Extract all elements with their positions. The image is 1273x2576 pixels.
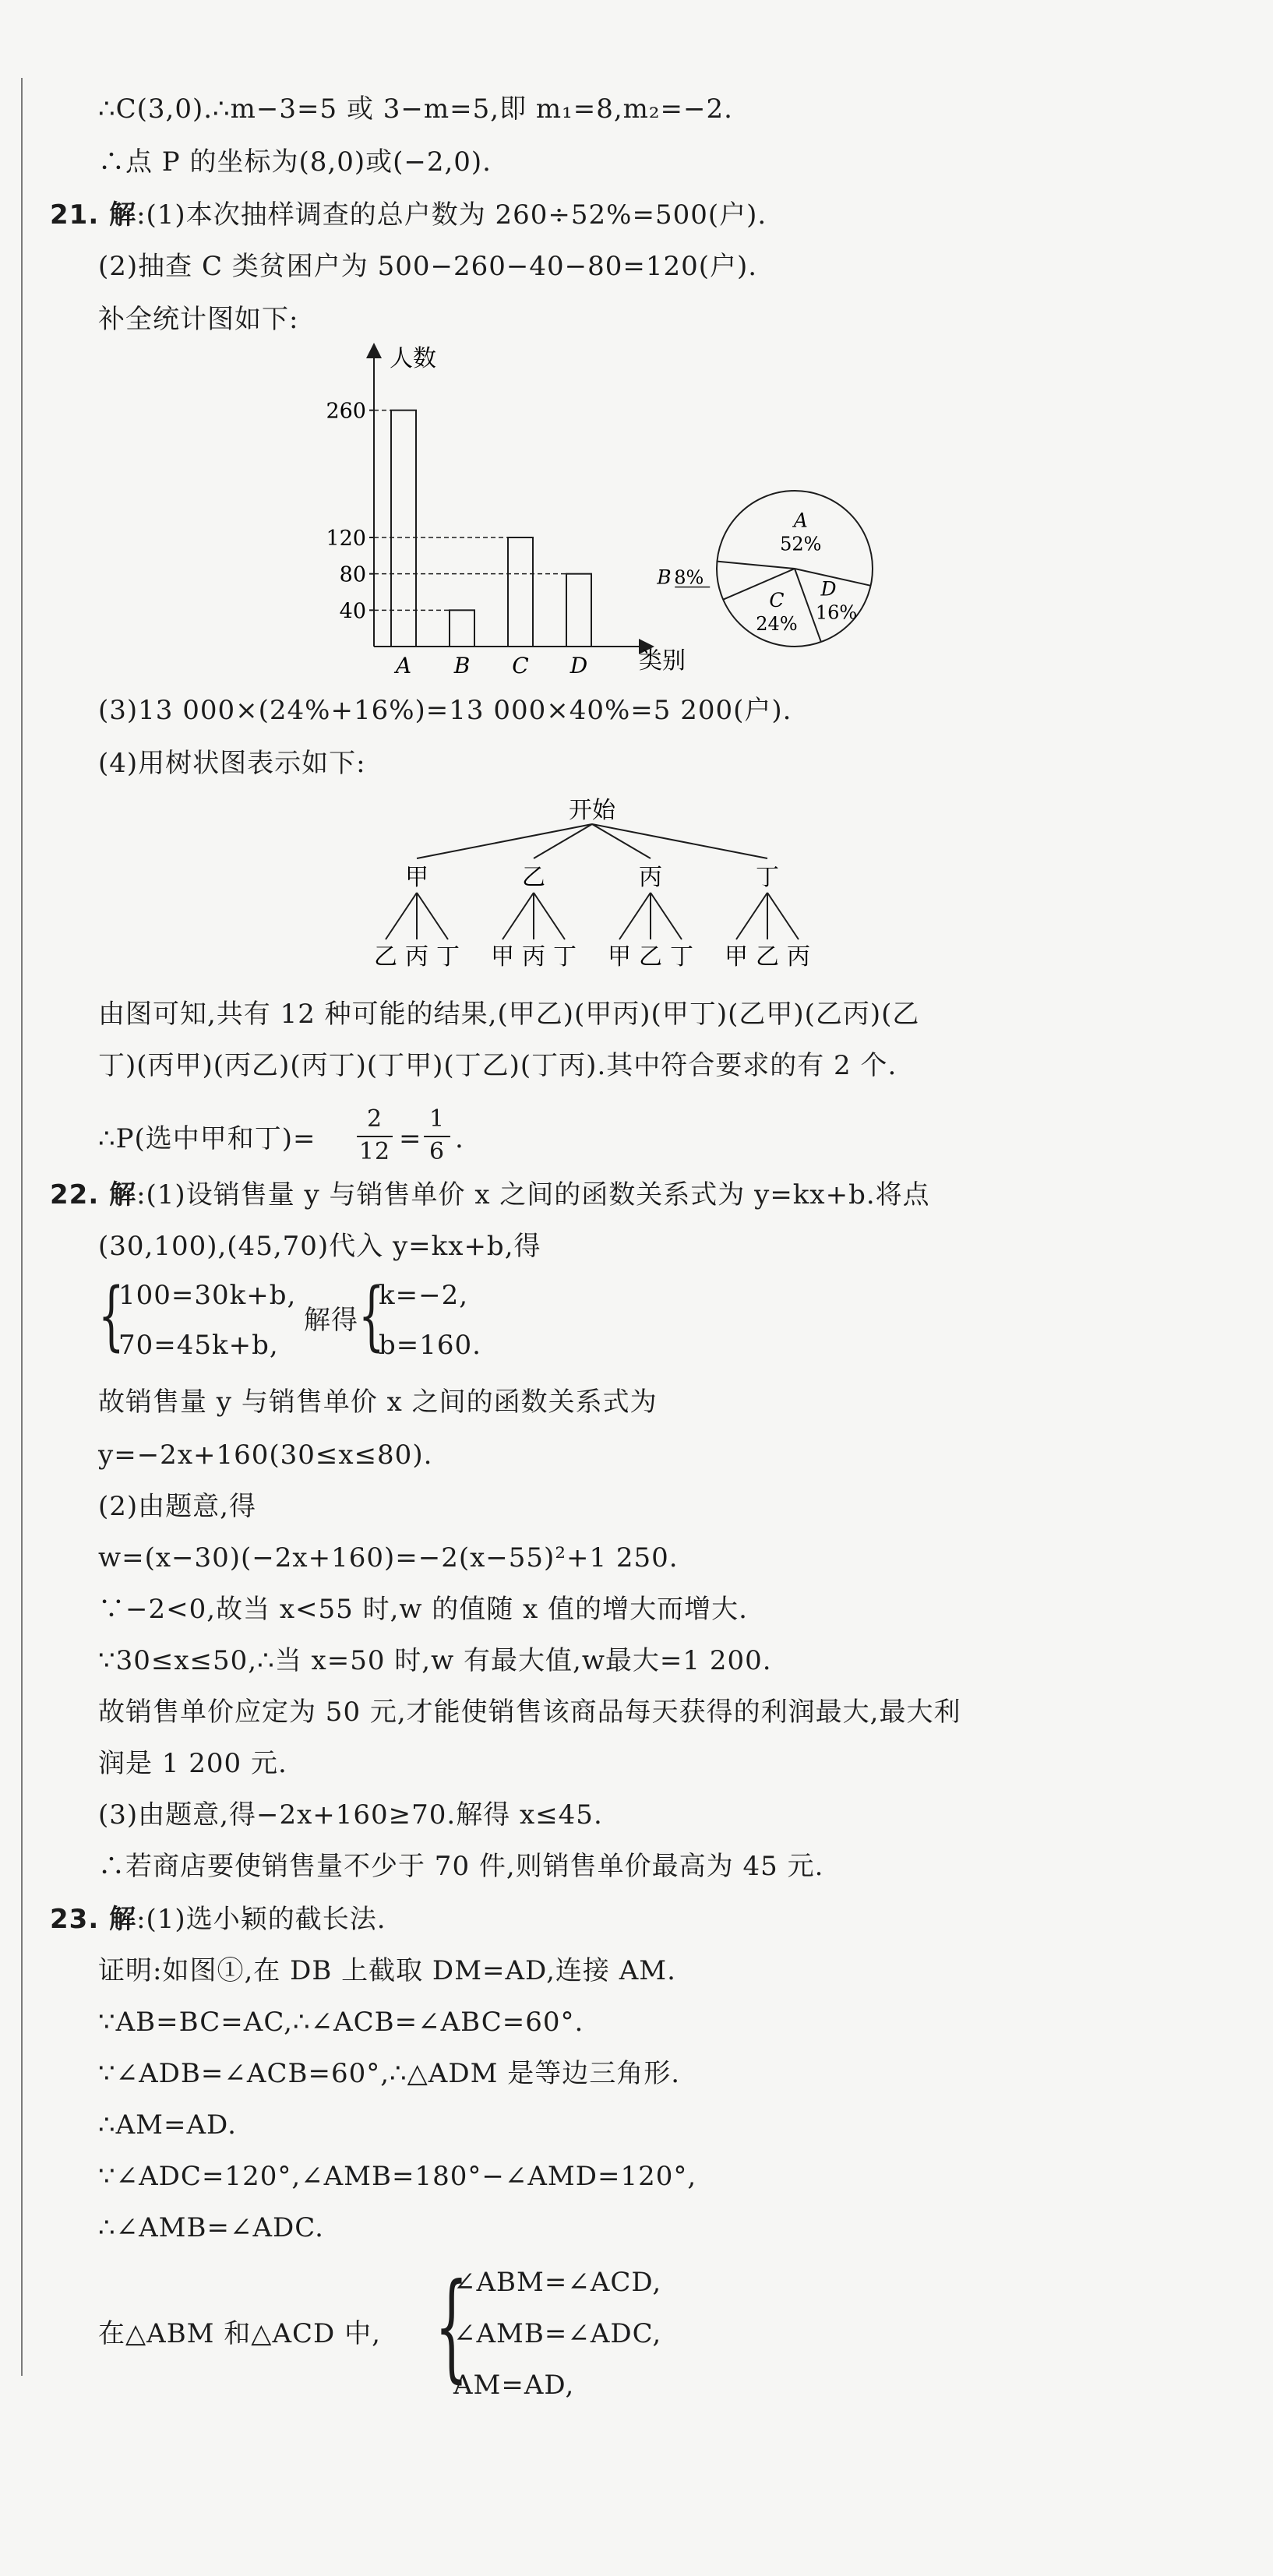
- y-tick-label: 80: [339, 562, 366, 587]
- pie-label-A: A: [793, 509, 808, 532]
- bar-D: [566, 574, 591, 647]
- fraction-denominator: 12: [358, 1138, 391, 1165]
- text-line: ∵AB=BC=AC,∴∠ACB=∠ABC=60°.: [98, 2007, 584, 2038]
- bar-C: [508, 537, 533, 647]
- tree-node-甲: 甲: [405, 864, 428, 891]
- text-line: (4)用树状图表示如下:: [98, 748, 366, 779]
- tree-leaf-乙: 乙: [756, 943, 779, 971]
- text-line: ∴P(选中甲和丁)=: [98, 1123, 316, 1154]
- equals-sign: =: [399, 1123, 422, 1154]
- text-line: 故销售量 y 与销售单价 x 之间的函数关系式为: [98, 1387, 658, 1418]
- bar-A: [391, 411, 416, 647]
- tree-edge: [736, 893, 767, 939]
- text-line: ∵30≤x≤50,∴当 x=50 时,w 有最大值,w最大=1 200.: [98, 1645, 772, 1676]
- statistics-chart: [312, 335, 904, 685]
- text-line: :(1)本次抽样调查的总户数为 260÷52%=500(户).: [136, 199, 767, 231]
- tree-edge: [534, 893, 565, 939]
- equation: k=−2,: [379, 1280, 469, 1311]
- y-tick-label: 260: [326, 399, 366, 424]
- tree-leaf-丙: 丙: [405, 943, 428, 971]
- tree-leaf-乙: 乙: [374, 943, 397, 971]
- tree-node-乙: 乙: [522, 864, 545, 891]
- text-line: 证明:如图①,在 DB 上截取 DM=AD,连接 AM.: [98, 1955, 676, 1986]
- text-line: 补全统计图如下:: [98, 304, 299, 335]
- text-line: .: [455, 1123, 464, 1154]
- tick-label-D: D: [570, 653, 588, 678]
- pie-label-B: B: [657, 566, 672, 589]
- pie-divider: [717, 562, 795, 569]
- tree-edge: [386, 893, 417, 939]
- pie-pct-A: 52%: [780, 533, 822, 555]
- question-22: [50, 1178, 930, 1212]
- text-line: ∴C(3,0).∴m−3=5 或 3−m=5,即 m₁=8,m₂=−2.: [98, 93, 733, 125]
- y-tick-label: 40: [339, 599, 366, 624]
- text-line: ∴若商店要使销售量不少于 70 件,则销售单价最高为 45 元.: [98, 1851, 824, 1882]
- congruence-system: [98, 2259, 799, 2415]
- text-line: ∴∠AMB=∠ADC.: [98, 2212, 324, 2243]
- tree-leaf-丁: 丁: [670, 943, 693, 971]
- text-line: w=(x−30)(−2x+160)=−2(x−55)²+1 250.: [98, 1542, 679, 1573]
- tick-label-C: C: [512, 653, 529, 678]
- tree-diagram: [358, 787, 873, 981]
- tree-edge: [503, 893, 534, 939]
- tree-leaf-丙: 丙: [787, 943, 810, 971]
- tree-leaf-甲: 甲: [491, 943, 514, 971]
- tree-edge: [651, 893, 682, 939]
- tree-edge: [417, 824, 592, 858]
- text-line: (3)13 000×(24%+16%)=13 000×40%=5 200(户).: [98, 695, 792, 726]
- question-number: 22. 解: [50, 1179, 137, 1210]
- tree-node-丙: 丙: [639, 864, 662, 891]
- tree-leaf-甲: 甲: [608, 943, 631, 971]
- tree-root: 开始: [569, 797, 615, 824]
- fraction-denominator: 6: [428, 1138, 446, 1165]
- text-line: 解得: [304, 1305, 358, 1336]
- text-line: (2)抽查 C 类贫困户为 500−260−40−80=120(户).: [98, 251, 758, 282]
- question-number: 21. 解: [50, 199, 137, 231]
- question-23: [50, 1902, 386, 1936]
- question-number: 23. 解: [50, 1904, 137, 1935]
- left-brace: {: [358, 1272, 385, 1359]
- pie-label-C: C: [769, 589, 785, 612]
- text-line: ∵∠ADC=120°,∠AMB=180°−∠AMD=120°,: [98, 2161, 697, 2192]
- equation: ∠AMB=∠ADC,: [453, 2318, 662, 2349]
- text-line: :(1)设销售量 y 与销售单价 x 之间的函数关系式为 y=kx+b.将点: [136, 1179, 930, 1210]
- tree-node-丁: 丁: [756, 864, 779, 891]
- text-line: 在△ABM 和△ACD 中,: [98, 2318, 381, 2349]
- tree-edge: [619, 893, 651, 939]
- tree-edge: [417, 893, 448, 939]
- tree-edge: [592, 824, 767, 858]
- equation: AM=AD,: [453, 2370, 575, 2401]
- pie-pct-C: 24%: [756, 613, 798, 636]
- fraction-bar: [424, 1136, 450, 1137]
- bar-B: [450, 610, 474, 647]
- left-brace: {: [98, 1272, 125, 1359]
- tree-leaf-乙: 乙: [639, 943, 662, 971]
- margin-rule: [21, 78, 23, 2376]
- tree-edge: [767, 893, 799, 939]
- chart-xlabel: 类别: [639, 647, 686, 675]
- text-line: 由图可知,共有 12 种可能的结果,(甲乙)(甲丙)(甲丁)(乙甲)(乙丙)(乙: [98, 999, 920, 1030]
- equation-system: [98, 1274, 534, 1375]
- text-line: y=−2x+160(30≤x≤80).: [98, 1440, 433, 1471]
- equation: 70=45k+b,: [118, 1330, 279, 1361]
- text-line: ∴点 P 的坐标为(8,0)或(−2,0).: [98, 146, 492, 178]
- text-line: 故销售单价应定为 50 元,才能使销售该商品每天获得的利润最大,最大利: [98, 1697, 961, 1728]
- left-brace: {: [435, 2259, 468, 2395]
- pie-pct-D: 16%: [815, 601, 858, 624]
- text-line: ∵∠ADB=∠ACB=60°,∴△ADM 是等边三角形.: [98, 2058, 681, 2089]
- pie-pct-B: 8%: [674, 566, 704, 589]
- text-line: (2)由题意,得: [98, 1491, 256, 1522]
- y-tick-label: 120: [326, 527, 366, 551]
- text-line: 丁)(丙甲)(丙乙)(丙丁)(丁甲)(丁乙)(丁丙).其中符合要求的有 2 个.: [98, 1050, 897, 1081]
- tree-leaf-丁: 丁: [553, 943, 577, 971]
- tree-leaf-丁: 丁: [436, 943, 460, 971]
- equation: b=160.: [379, 1330, 481, 1361]
- tick-label-B: B: [453, 653, 471, 678]
- question-21: [50, 198, 767, 232]
- text-line: 润是 1 200 元.: [98, 1748, 287, 1779]
- text-line: (3)由题意,得−2x+160≥70.解得 x≤45.: [98, 1799, 603, 1831]
- tick-label-A: A: [395, 653, 412, 678]
- text-line: ∵−2<0,故当 x<55 时,w 的值随 x 值的增大而增大.: [98, 1594, 748, 1625]
- fraction-numerator: 2: [366, 1105, 383, 1133]
- tree-leaf-丙: 丙: [522, 943, 545, 971]
- text-line: ∴AM=AD.: [98, 2109, 237, 2141]
- text-line: (30,100),(45,70)代入 y=kx+b,得: [98, 1231, 541, 1262]
- tree-leaf-甲: 甲: [725, 943, 748, 971]
- fraction-numerator: 1: [428, 1105, 446, 1133]
- pie-label-D: D: [820, 577, 837, 601]
- fraction-bar: [357, 1136, 393, 1137]
- equation: 100=30k+b,: [118, 1280, 297, 1311]
- chart-ylabel: 人数: [390, 345, 436, 372]
- equation: ∠ABM=∠ACD,: [453, 2267, 662, 2298]
- text-line: :(1)选小颖的截长法.: [136, 1904, 386, 1935]
